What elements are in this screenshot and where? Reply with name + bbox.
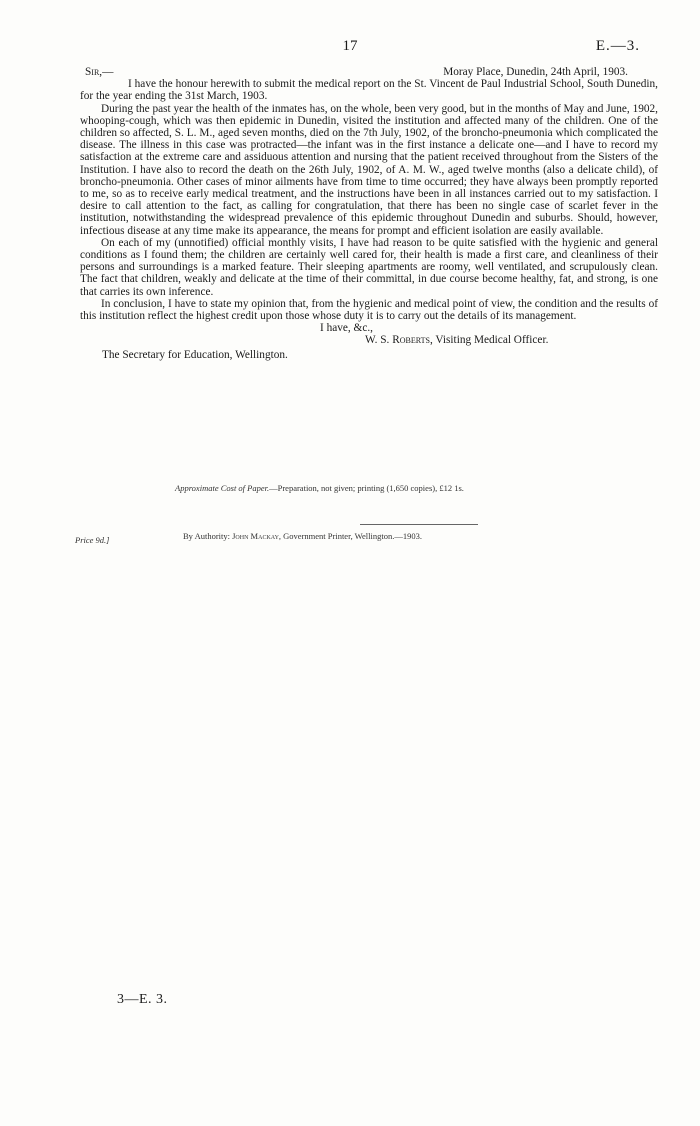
signature-surname: Roberts, bbox=[392, 334, 433, 347]
cost-note bbox=[175, 483, 464, 493]
paragraph-health: During the past year the health of the inmates has, on the whole, been very good, but in the months of May and June, 1902, whooping-cough, which was then epidemic in Dunedin, visited the institution and affected many of the children. One of the children so affected, S. L. M., aged seven months, died on the 7th July, 1902, of the broncho-pneumonia which complicated the disease. The illness in this case was protracted—the infant was in the first instance a delicate one—and I have to record my satisfaction at the extreme care and assiduous attention and nursing that the patient received throughout from the Sisters of the Institution. I have also to record the death on the 26th July, 1902, of A. M. W., aged twelve months (also a delicate child), of broncho-pneumonia. Other cases of minor ailments have from time to time occurred; they have always been promptly reported to me, so as to receive early medical treatment, and the instructions have been in all instances carried out to my satisfaction. I desire to call attention to the fact, as calling for congratulation, that there has been no single case of scarlet fever in the institution, notwithstanding the widespread prevalence of this epidemic throughout Dunedin and suburbs. Should, however, infectious disease at any time make its appearance, the means for prompt and efficient isolation are easily available. bbox=[80, 102, 658, 237]
closing bbox=[80, 322, 658, 334]
signature-initials: W. S. bbox=[365, 334, 390, 347]
salutation-line bbox=[80, 66, 658, 78]
page-number: 17 bbox=[342, 38, 358, 54]
signature bbox=[365, 334, 548, 346]
paragraph-intro: I have the honour herewith to submit the medical report on the St. Vincent de Paul Industrial School, South Dunedin, for the year ending the 31st March, 1903. bbox=[80, 78, 658, 103]
printer-authority bbox=[183, 531, 422, 541]
series-mark: E.—3. bbox=[595, 38, 640, 54]
printer-name: John Mackay, bbox=[232, 531, 282, 541]
addressee: The Secretary for Education, Wellington. bbox=[102, 348, 288, 361]
medical-report-letter bbox=[80, 66, 658, 361]
paragraph-visits: On each of my (unnotified) official monthly visits, I have had reason to be quite satisfied with the hygienic and general conditions as I found them; the children are certainly well cared for, their health is made a first care, and cleanliness of their persons and surroundings is a marked feature. Their sleeping apartments are roomy, well ventilated, and scrupulously clean. The fact that children, weakly and delicate at the time of their committal, in due course become healthy, fat, and strong, is one that carries its own inference. bbox=[80, 236, 658, 298]
cost-text: —Preparation, not given; printing (1,650 copies), £12 1s. bbox=[269, 483, 464, 493]
signature-title: Visiting Medical Officer. bbox=[435, 334, 549, 347]
paragraph-conclusion: In conclusion, I have to state my opinion that, from the hygienic and medical point of view, the condition and the results of this institution reflect the highest credit upon those whose duty it is to carry out the details of its management. bbox=[80, 297, 658, 323]
price-note: Price 9d.] bbox=[75, 535, 110, 545]
signature-line bbox=[80, 334, 658, 346]
address-date: Moray Place, Dunedin, 24th April, 1903. bbox=[443, 66, 628, 78]
cost-label: Approximate Cost of Paper. bbox=[175, 483, 270, 493]
salutation: Sir,— bbox=[85, 66, 114, 78]
authority-suffix: Government Printer, Wellington.—1903. bbox=[283, 531, 422, 541]
sheet-mark: 3—E. 3. bbox=[117, 992, 168, 1007]
footer-divider bbox=[360, 524, 478, 525]
authority-prefix: By Authority: bbox=[183, 531, 230, 541]
closing-text: I have, &c., bbox=[320, 322, 374, 335]
